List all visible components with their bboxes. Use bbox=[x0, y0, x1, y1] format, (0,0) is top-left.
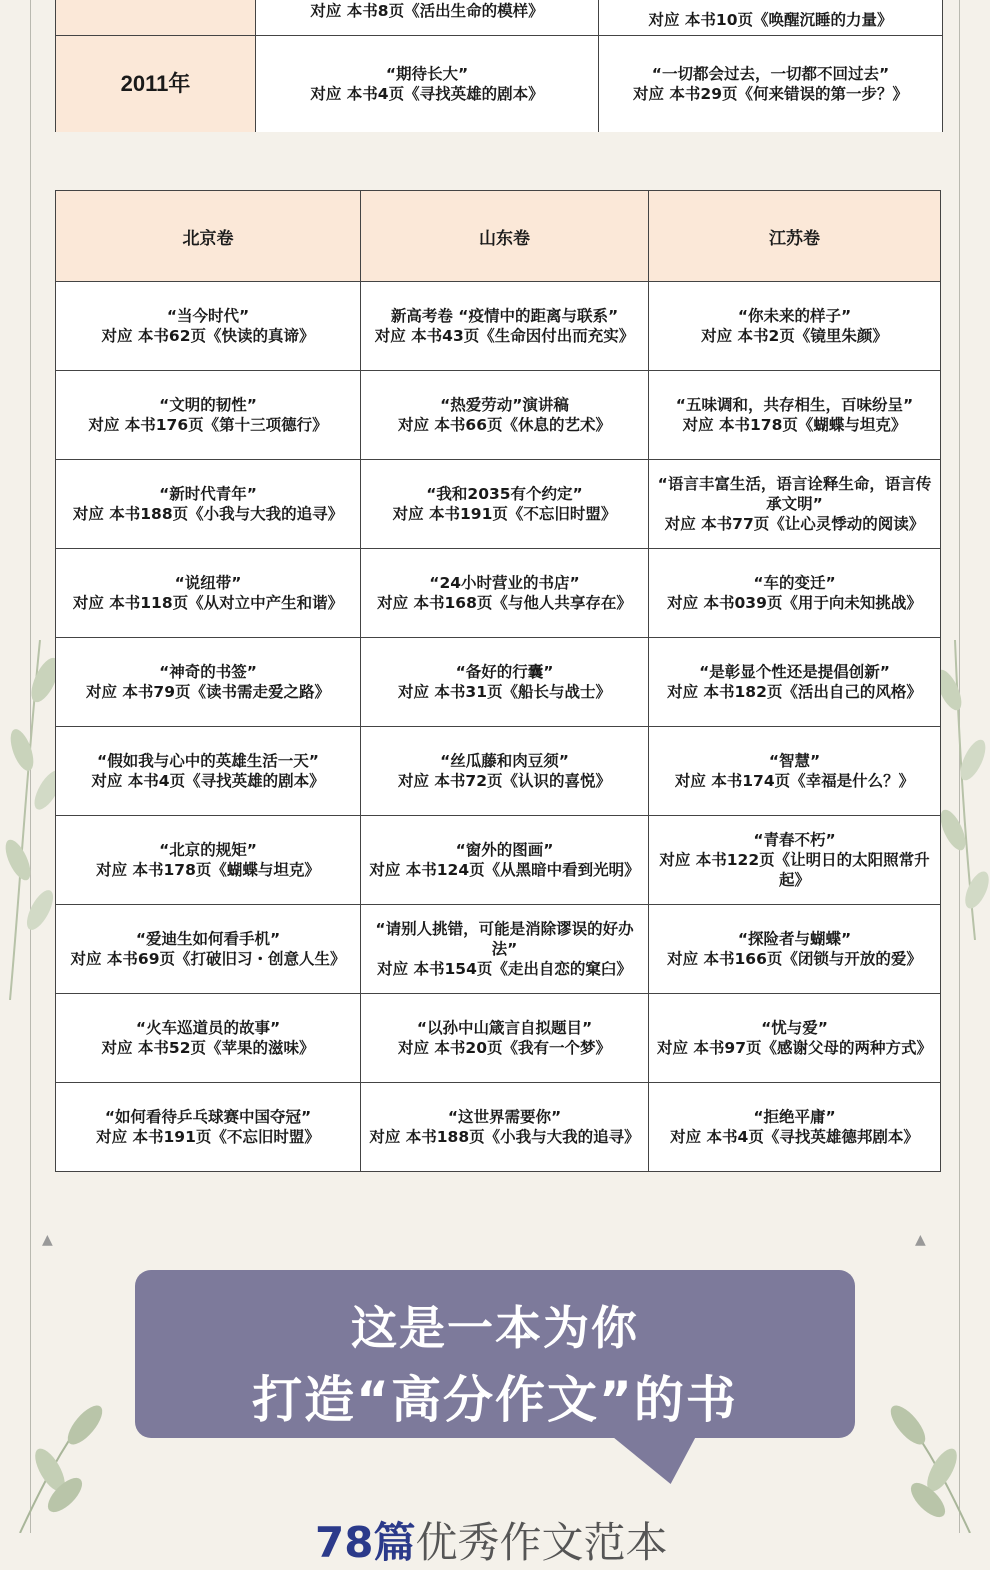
essay-count: 78篇 bbox=[315, 1518, 416, 1567]
page-reference: 对应 本书4页《寻找英雄德邦剧本》 bbox=[670, 1128, 919, 1146]
year-cell bbox=[56, 0, 256, 36]
table-row bbox=[56, 727, 941, 816]
essay-label: 优秀作文范本 bbox=[415, 1518, 668, 1567]
leaf-decoration-bottom-right bbox=[880, 1400, 990, 1533]
page-reference: 对应 本书43页《生命因付出而充实》 bbox=[374, 327, 635, 345]
table-row bbox=[56, 816, 941, 905]
topic-title: “车的变迁” bbox=[753, 574, 836, 592]
table-cell bbox=[649, 905, 941, 994]
topic-title: “请别人挑错，可能是消除谬误的好办法” bbox=[375, 920, 634, 958]
page-reference: 对应 本书77页《让心灵悸动的阅读》 bbox=[664, 515, 925, 533]
table-row bbox=[56, 282, 941, 371]
topic-title: “以孙中山箴言自拟题目” bbox=[416, 1019, 593, 1037]
table-cell bbox=[649, 994, 941, 1083]
speech-bubble-tail bbox=[576, 1430, 700, 1484]
page-reference: 对应 本书124页《从黑暗中看到光明》 bbox=[369, 861, 640, 879]
page-reference: 对应 本书178页《蝴蝶与坦克》 bbox=[682, 416, 907, 434]
page-reference: 对应 本书168页《与他人共享存在》 bbox=[377, 594, 632, 612]
table-cell bbox=[361, 994, 649, 1083]
topic-title: “当今时代” bbox=[166, 307, 250, 325]
topic-title: “我和2035有个约定” bbox=[426, 485, 583, 503]
table-cell: “期待长大” 对应 本书4页《寻找英雄的剧本》 bbox=[256, 36, 599, 133]
topic-title: “探险者与蝴蝶” bbox=[737, 930, 852, 948]
table-cell bbox=[361, 1083, 649, 1172]
table-row bbox=[56, 460, 941, 549]
table-cell bbox=[361, 371, 649, 460]
topic-title: “这世界需要你” bbox=[447, 1108, 562, 1126]
table-cell bbox=[361, 549, 649, 638]
page-reference: 对应 本书69页《打破旧习・创意人生》 bbox=[70, 950, 346, 968]
topic-title: “语言丰富生活，语言诠释生命，语言传承文明” bbox=[657, 475, 932, 513]
topic-title: “窗外的图画” bbox=[455, 841, 554, 859]
table-row bbox=[56, 1083, 941, 1172]
table-cell bbox=[649, 727, 941, 816]
page-reference: 对应 本书20页《我有一个梦》 bbox=[398, 1039, 611, 1057]
topic-title: “青春不朽” bbox=[753, 831, 836, 849]
page-reference: 对应 本书62页《快读的真谛》 bbox=[101, 327, 315, 345]
table-cell bbox=[361, 638, 649, 727]
table-row bbox=[56, 36, 943, 133]
page-reference: 对应 本书039页《用于向未知挑战》 bbox=[667, 594, 922, 612]
topic-title: “你未来的样子” bbox=[737, 307, 852, 325]
table-cell bbox=[56, 727, 361, 816]
topic-title: “24小时营业的书店” bbox=[429, 574, 580, 592]
topic-title: “北京的规矩” bbox=[159, 841, 257, 859]
topic-title: 新高考卷 “疫情中的距离与联系” bbox=[390, 307, 619, 325]
topic-title: “热爱劳动”演讲稿 bbox=[440, 396, 569, 414]
page-reference: 对应 本书52页《苹果的滋味》 bbox=[101, 1039, 315, 1057]
page-reference: 对应 本书178页《蝴蝶与坦克》 bbox=[96, 861, 320, 879]
topic-title: “文明的韧性” bbox=[159, 396, 257, 414]
banner-line-1: 这是一本为你 bbox=[351, 1301, 639, 1355]
page-reference: 对应 本书122页《让明日的太阳照常升起》 bbox=[659, 851, 930, 889]
page-reference: 对应 本书118页《从对立中产生和谐》 bbox=[72, 594, 344, 612]
topic-title: “五味调和，共存相生，百味纷呈” bbox=[675, 396, 914, 414]
table-row bbox=[56, 994, 941, 1083]
page-reference: 对应 本书31页《船长与战士》 bbox=[398, 683, 611, 701]
table-row bbox=[56, 638, 941, 727]
slogan-banner bbox=[135, 1270, 855, 1438]
corner-marker-left: ▲ bbox=[42, 1232, 53, 1248]
page-reference: 对应 本书72页《认识的喜悦》 bbox=[398, 772, 611, 790]
topic-title: “如何看待乒乓球赛中国夺冠” bbox=[104, 1108, 312, 1126]
page-reference: 对应 本书174页《幸福是什么？》 bbox=[674, 772, 915, 790]
table-cell bbox=[649, 460, 941, 549]
page-reference: 对应 本书166页《闭锁与开放的爱》 bbox=[667, 950, 922, 968]
page-reference: 对应 本书188页《小我与大我的追寻》 bbox=[72, 505, 344, 523]
topic-title: “假如我与心中的英雄生活一天” bbox=[97, 752, 319, 770]
page-reference: 对应 本书176页《第十三项德行》 bbox=[88, 416, 328, 434]
table-cell bbox=[361, 282, 649, 371]
column-header: 北京卷 bbox=[56, 191, 361, 282]
year-cell: 2011年 bbox=[56, 36, 256, 133]
topic-title: “说纽带” bbox=[174, 574, 242, 592]
page-reference: 对应 本书2页《镜里朱颜》 bbox=[701, 327, 888, 345]
table-cell bbox=[649, 371, 941, 460]
table-body bbox=[56, 282, 941, 1172]
table-cell bbox=[361, 905, 649, 994]
table-cell bbox=[649, 282, 941, 371]
leaf-decoration-bottom-left bbox=[0, 1400, 120, 1533]
topic-title: “拒绝平庸” bbox=[753, 1108, 836, 1126]
table-cell bbox=[361, 816, 649, 905]
table-cell bbox=[649, 1083, 941, 1172]
table-cell bbox=[56, 994, 361, 1083]
page-reference: 对应 本书79页《读书需走爱之路》 bbox=[86, 683, 330, 701]
table-cell bbox=[56, 638, 361, 727]
column-header: 山东卷 bbox=[361, 191, 649, 282]
bottom-heading bbox=[315, 1510, 667, 1570]
topic-title: “新时代青年” bbox=[159, 485, 257, 503]
table-header-row bbox=[56, 191, 941, 282]
topic-title: “备好的行囊” bbox=[455, 663, 554, 681]
topic-title: “丝瓜藤和肉豆须” bbox=[440, 752, 569, 770]
topic-title: “爱迪生如何看手机” bbox=[135, 930, 281, 948]
table-cell bbox=[56, 460, 361, 549]
exam-topic-table bbox=[55, 190, 941, 1172]
table-cell: 对应 本书8页《活出生命的模样》 bbox=[256, 0, 599, 36]
leaf-decoration-right bbox=[935, 640, 990, 940]
table-cell bbox=[56, 549, 361, 638]
table-cell bbox=[56, 905, 361, 994]
table-cell bbox=[56, 1083, 361, 1172]
column-header: 江苏卷 bbox=[649, 191, 941, 282]
table-cell bbox=[649, 638, 941, 727]
page-reference: 对应 本书66页《休息的艺术》 bbox=[398, 416, 611, 434]
topic-title: “智慧” bbox=[768, 752, 821, 770]
page-reference: 对应 本书191页《不忘旧时盟》 bbox=[392, 505, 617, 523]
page-reference: 对应 本书97页《感谢父母的两种方式》 bbox=[657, 1039, 932, 1057]
page-reference: 对应 本书182页《活出自己的风格》 bbox=[667, 683, 922, 701]
table-cell bbox=[649, 816, 941, 905]
page-reference: 对应 本书188页《小我与大我的追寻》 bbox=[369, 1128, 640, 1146]
table-cell bbox=[361, 460, 649, 549]
topic-title: “是彰显个性还是提倡创新” bbox=[699, 663, 890, 681]
table-cell: 对应 本书10页《唤醒沉睡的力量》 bbox=[599, 0, 943, 36]
page-reference: 对应 本书4页《寻找英雄的剧本》 bbox=[91, 772, 325, 790]
table-row bbox=[56, 0, 943, 36]
page-reference: 对应 本书191页《不忘旧时盟》 bbox=[96, 1128, 320, 1146]
table-cell bbox=[56, 371, 361, 460]
year-table bbox=[55, 0, 943, 132]
page-reference: 对应 本书154页《走出自恋的窠臼》 bbox=[377, 960, 632, 978]
corner-marker-right: ▲ bbox=[915, 1232, 926, 1248]
table-cell bbox=[56, 816, 361, 905]
table-row bbox=[56, 371, 941, 460]
banner-line-2: 打造“高分作文”的书 bbox=[252, 1371, 738, 1429]
topic-title: “忧与爱” bbox=[761, 1019, 828, 1037]
table-cell: “一切都会过去，一切都不回过去” 对应 本书29页《何来错误的第一步？》 bbox=[599, 36, 943, 133]
topic-title: “火车巡道员的故事” bbox=[135, 1019, 281, 1037]
table-cell bbox=[56, 282, 361, 371]
table-cell bbox=[361, 727, 649, 816]
table-cell bbox=[649, 549, 941, 638]
topic-title: “神奇的书签” bbox=[159, 663, 257, 681]
table-row bbox=[56, 905, 941, 994]
table-row bbox=[56, 549, 941, 638]
